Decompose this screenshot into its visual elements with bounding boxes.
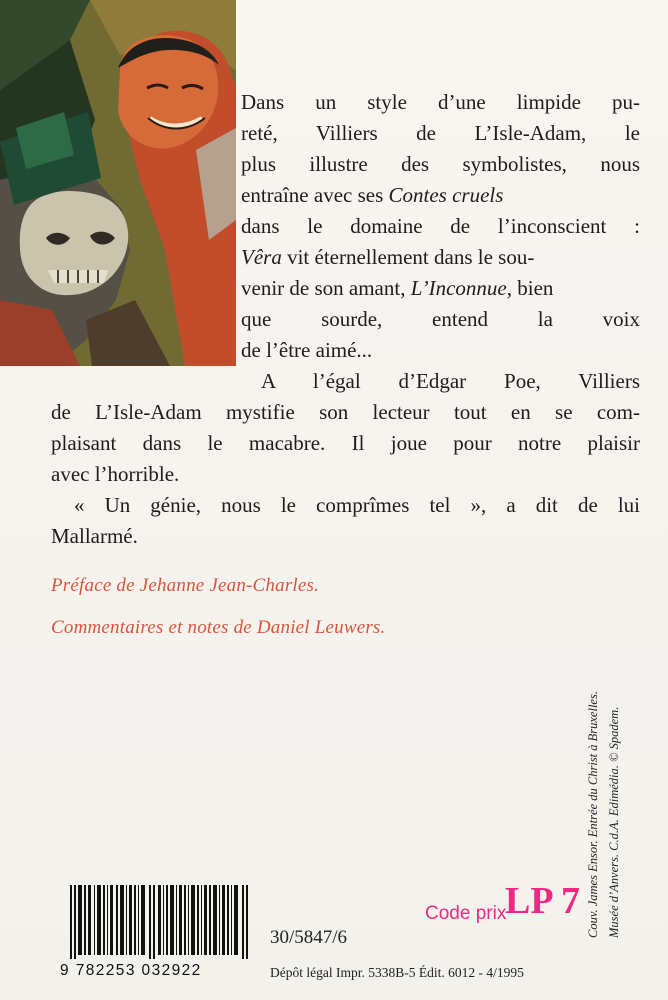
blurb-line-8: que sourde, entend la voix: [241, 307, 640, 331]
inconnue-title: L’Inconnue: [410, 276, 507, 300]
blurb-line-12: plaisant dans le macabre. Il joue pour notre plaisir: [51, 431, 640, 455]
blurb-line-11: de L’Isle-Adam mystifie son lecteur tout en se com-: [51, 400, 640, 424]
preface-credit: Préface de Jehanne Jean-Charles.: [51, 575, 320, 596]
code-prix-label: Code prix: [425, 903, 507, 924]
blurb-line-4: [241, 180, 503, 211]
isbn-barcode: [70, 885, 248, 959]
blurb-line-6: [241, 242, 534, 273]
edition-credits: [51, 565, 385, 649]
blurb-line-14: « Un génie, nous le comprîmes tel », a dit de lui: [74, 493, 640, 517]
cover-credit-line-2: Musée d’Anvers. C.d.A. Edimédia. © Spadem.: [607, 706, 621, 938]
vera-title: Vêra: [241, 245, 282, 269]
blurb-line-1: Dans un style d’une limpide pu-: [241, 90, 640, 114]
contes-cruels-title: Contes cruels: [388, 183, 504, 207]
blurb-line-2: reté, Villiers de L’Isle-Adam, le: [241, 121, 640, 145]
cover-credit-line-1: Couv. James Ensor. Entrée du Christ à Bruxelles.: [586, 691, 600, 938]
barcode-digits: 9 782253 032922: [60, 962, 202, 979]
blurb-line-7: [241, 273, 553, 304]
cover-image-credit: [583, 598, 625, 938]
blurb-line-6-text: vit éternellement dans le sou-: [281, 245, 535, 269]
blurb-line-13: avec l’horrible.: [51, 462, 180, 486]
blurb-line-7-end: , bien: [506, 276, 554, 300]
code-prix-value: LP 7: [505, 880, 580, 922]
blurb-line-10: A l’égal d’Edgar Poe, Villiers: [261, 369, 640, 393]
blurb-line-15: Mallarmé.: [51, 524, 138, 548]
notes-credit: Commentaires et notes de Daniel Leuwers.: [51, 617, 386, 638]
blurb-line-5: dans le domaine de l’inconscient :: [241, 214, 640, 238]
legal-deposit: Dépôt légal Impr. 5338B-5 Édit. 6012 - 4/1995: [270, 965, 524, 980]
blurb-line-7-text: venir de son amant,: [241, 276, 411, 300]
blurb-line-9: de l’être aimé...: [241, 338, 373, 362]
blurb-line-3: plus illustre des symbolistes, nous: [241, 152, 640, 176]
blurb-line-4-text: entraîne avec ses: [241, 183, 389, 207]
reference-number: 30/5847/6: [270, 927, 348, 948]
